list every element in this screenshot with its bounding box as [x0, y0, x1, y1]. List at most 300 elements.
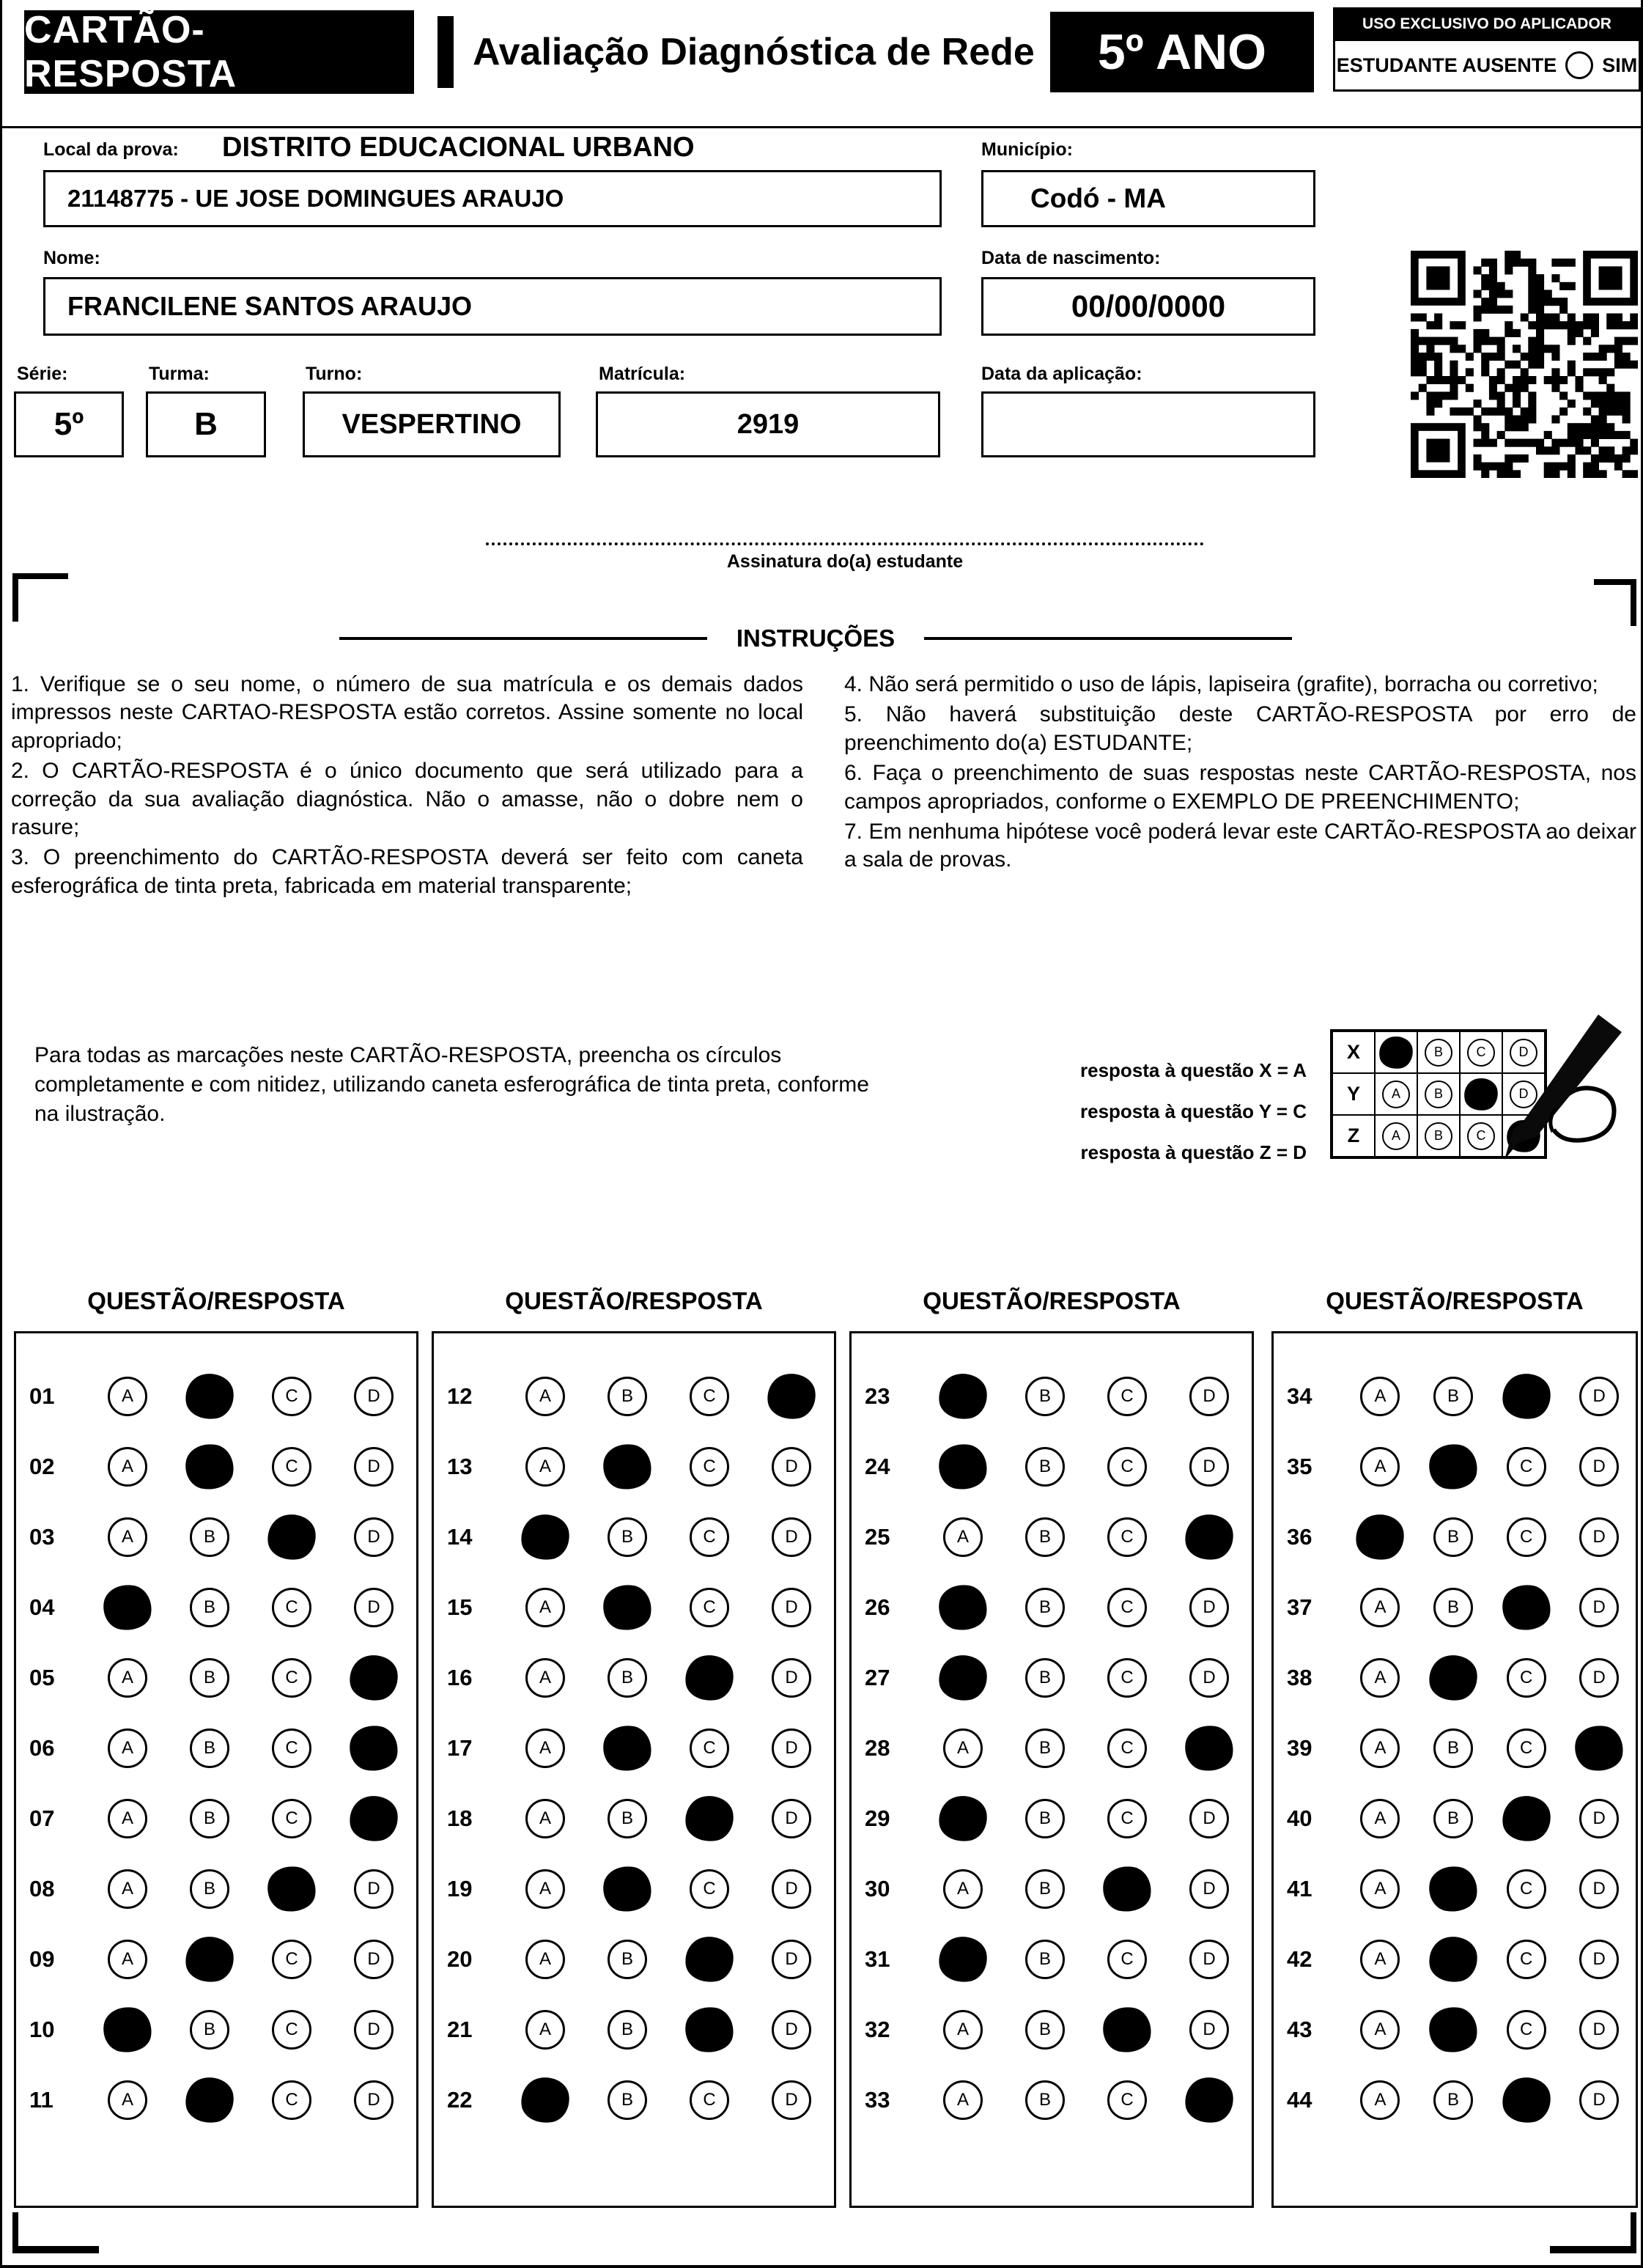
answer-bubble[interactable]: C — [1107, 1799, 1147, 1838]
answer-bubble[interactable]: A — [1360, 1940, 1400, 1979]
answer-bubble[interactable]: B — [1025, 1658, 1065, 1698]
answer-bubble[interactable]: A — [525, 1728, 565, 1768]
corner-bracket-top-left — [12, 573, 68, 622]
answer-bubble[interactable]: D — [1579, 1658, 1619, 1698]
answer-slot — [922, 2010, 1004, 2050]
answer-slot — [1417, 1937, 1490, 1982]
answer-bubble-marked[interactable] — [936, 1371, 990, 1423]
answer-slot — [922, 1796, 1004, 1841]
answer-bubble[interactable]: A — [108, 1799, 147, 1838]
fill-example-section — [2, 1025, 1641, 1208]
question-row — [434, 1432, 834, 1502]
answer-bubble-marked[interactable] — [1182, 2074, 1236, 2127]
corner-bracket-top-right — [1594, 579, 1636, 626]
answer-bubble[interactable]: A — [525, 1940, 565, 1979]
example-bubble: B — [1425, 1122, 1452, 1150]
answer-slot — [1417, 1799, 1490, 1838]
question-number: 13 — [447, 1454, 473, 1479]
question-row — [1274, 1924, 1636, 1995]
answer-slot — [251, 2010, 333, 2050]
answer-slot — [86, 1940, 169, 1979]
question-number: 18 — [447, 1805, 473, 1831]
answer-bubble[interactable]: A — [1360, 2010, 1400, 2050]
question-row — [16, 1783, 416, 1854]
answer-bubble[interactable]: B — [1025, 2010, 1065, 2050]
answer-bubble[interactable]: D — [354, 2080, 394, 2120]
answer-slot — [922, 1517, 1004, 1557]
answer-bubble[interactable]: D — [354, 2010, 394, 2050]
answer-bubble-marked[interactable] — [1572, 1722, 1627, 1775]
answer-slot — [86, 1799, 169, 1838]
signature-line[interactable] — [486, 542, 1204, 545]
answer-slot — [668, 1447, 750, 1487]
answer-bubble[interactable]: C — [1507, 1517, 1546, 1557]
answer-bubble-marked[interactable] — [518, 2074, 572, 2127]
answer-bubble[interactable]: C — [272, 1799, 311, 1838]
answer-bubble[interactable]: A — [108, 1658, 147, 1698]
answer-bubble-marked[interactable] — [1182, 1512, 1236, 1564]
answer-bubble-marked[interactable] — [182, 2074, 237, 2127]
serie-value: 5º — [53, 406, 84, 442]
answer-bubble[interactable]: A — [943, 2010, 983, 2050]
question-number: 25 — [865, 1524, 890, 1550]
answer-bubble[interactable]: A — [1360, 1447, 1400, 1487]
answer-bubble[interactable]: C — [272, 1728, 311, 1768]
question-number: 42 — [1287, 1946, 1312, 1972]
question-box — [14, 1331, 418, 2208]
answer-bubble-marked[interactable] — [1353, 1512, 1407, 1564]
answer-slot — [668, 1728, 750, 1768]
answer-slot — [1004, 1728, 1086, 1768]
example-row-label: Y — [1332, 1073, 1375, 1115]
answer-slot — [586, 1940, 668, 1979]
answer-bubble-marked[interactable] — [1426, 1652, 1480, 1704]
answer-bubble[interactable]: A — [1360, 1377, 1400, 1416]
answer-bubble[interactable]: B — [1025, 1517, 1065, 1557]
answer-bubble[interactable]: D — [1189, 2010, 1229, 2050]
answer-bubble[interactable]: B — [190, 1799, 229, 1838]
answer-slot — [750, 1374, 832, 1419]
answer-bubble[interactable]: D — [1189, 1588, 1229, 1627]
answer-bubble[interactable]: D — [354, 1447, 394, 1487]
question-number: 15 — [447, 1594, 473, 1620]
answer-slot — [333, 1588, 415, 1627]
answer-bubble[interactable]: C — [690, 1728, 729, 1768]
answer-bubble[interactable]: B — [190, 1588, 229, 1627]
answer-bubble[interactable]: D — [354, 1517, 394, 1557]
answer-bubble[interactable]: A — [1360, 1869, 1400, 1909]
answer-bubble-marked[interactable] — [100, 2003, 155, 2056]
answer-slot — [668, 1796, 750, 1841]
answer-bubble-marked[interactable] — [682, 1934, 736, 1986]
answer-bubble[interactable]: B — [608, 2010, 647, 2050]
answer-slot — [1086, 1940, 1168, 1979]
answer-bubble[interactable]: A — [525, 1447, 565, 1487]
answer-slot — [251, 1658, 333, 1698]
sheet-title-badge — [24, 10, 414, 94]
answer-bubble[interactable]: C — [1107, 1940, 1147, 1979]
answer-bubble[interactable]: A — [108, 1517, 147, 1557]
answer-bubble[interactable]: B — [608, 1940, 647, 1979]
example-bubble-marked — [1377, 1034, 1415, 1071]
answer-bubble-marked[interactable] — [682, 2003, 737, 2056]
answer-bubble-marked[interactable] — [936, 1934, 990, 1986]
answer-bubble[interactable]: C — [1107, 1517, 1147, 1557]
answer-slot — [1168, 1377, 1250, 1416]
answer-bubble[interactable]: D — [1189, 1658, 1229, 1698]
answer-slot — [1004, 2080, 1086, 2120]
answer-bubble-marked[interactable] — [600, 1722, 655, 1775]
example-bubble: C — [1467, 1039, 1495, 1067]
answer-bubble[interactable]: C — [1507, 1447, 1546, 1487]
answer-slot — [750, 1658, 832, 1698]
answer-slot — [1086, 1728, 1168, 1768]
answer-slot — [1086, 2007, 1168, 2052]
answer-bubble[interactable]: D — [1579, 1517, 1619, 1557]
answer-bubble[interactable]: B — [1025, 1377, 1065, 1416]
answer-bubble[interactable]: D — [772, 1658, 811, 1698]
answer-bubble[interactable]: C — [272, 1588, 311, 1627]
answer-bubble-marked[interactable] — [936, 1581, 991, 1634]
question-number: 34 — [1287, 1383, 1312, 1409]
answer-bubble[interactable]: C — [1107, 1658, 1147, 1698]
answer-bubble[interactable]: B — [1025, 1799, 1065, 1838]
answer-bubble-marked[interactable] — [1426, 1934, 1480, 1986]
answer-bubble-marked[interactable] — [1499, 2074, 1554, 2127]
answer-bubble[interactable]: C — [690, 1588, 729, 1627]
answer-bubble-marked[interactable] — [1499, 1371, 1554, 1423]
answer-bubble[interactable]: B — [1433, 1377, 1473, 1416]
answer-bubble[interactable]: A — [108, 1940, 147, 1979]
answer-bubble-marked[interactable] — [764, 1371, 819, 1423]
answer-bubble-marked[interactable] — [936, 1440, 991, 1493]
answer-bubble[interactable]: D — [772, 1588, 811, 1627]
answer-slot — [1086, 1799, 1168, 1838]
answer-slot — [922, 2080, 1004, 2120]
answer-bubble[interactable]: B — [190, 1869, 229, 1909]
question-row — [16, 1502, 416, 1572]
answer-bubble-marked[interactable] — [600, 1440, 655, 1493]
answer-bubble[interactable]: C — [1107, 1377, 1147, 1416]
answer-slot — [750, 1799, 832, 1838]
answer-bubble[interactable]: D — [1189, 1447, 1229, 1487]
answer-bubble[interactable]: A — [943, 2080, 983, 2120]
answer-bubble[interactable]: B — [1025, 1588, 1065, 1627]
answer-slot — [251, 1377, 333, 1416]
answer-bubble[interactable]: D — [354, 1377, 394, 1416]
answer-bubble[interactable]: C — [272, 1377, 311, 1416]
answer-bubble[interactable]: B — [190, 1658, 229, 1698]
answer-bubble-marked[interactable] — [347, 1722, 402, 1775]
answer-bubble[interactable]: A — [943, 1517, 983, 1557]
answer-bubble[interactable]: A — [1360, 1728, 1400, 1768]
answer-bubble[interactable]: D — [772, 1728, 811, 1768]
answer-bubble-marked[interactable] — [1426, 1863, 1481, 1915]
answer-bubble-marked[interactable] — [1182, 1722, 1237, 1775]
answer-bubble[interactable]: D — [772, 2080, 811, 2120]
instruction-item: 5. Não haverá substituição deste CARTÃO-RESPOSTA por erro de preenchimento do(a) ESTUDANTE; — [844, 702, 1636, 755]
answer-slot — [750, 2010, 832, 2050]
answer-slot — [333, 1517, 415, 1557]
answer-bubble[interactable]: D — [1579, 1377, 1619, 1416]
answer-bubble[interactable]: D — [772, 1517, 811, 1557]
answer-bubble[interactable]: C — [690, 1869, 729, 1909]
question-row — [16, 1995, 416, 2065]
answer-bubble[interactable]: C — [1507, 1869, 1546, 1909]
question-number: 40 — [1287, 1805, 1312, 1831]
answer-bubble[interactable]: A — [1360, 1588, 1400, 1627]
answer-bubble[interactable]: A — [108, 1869, 147, 1909]
question-column-header: QUESTÃO/RESPOSTA — [1326, 1287, 1584, 1314]
answer-bubble[interactable]: B — [1025, 2080, 1065, 2120]
answer-bubble[interactable]: A — [108, 1377, 147, 1416]
answer-bubble[interactable]: A — [108, 1728, 147, 1768]
answer-slot — [1168, 2010, 1250, 2050]
question-row — [434, 1713, 834, 1783]
answer-bubble-marked[interactable] — [182, 1371, 237, 1423]
turno-value: VESPERTINO — [341, 408, 522, 440]
answer-slot — [333, 2080, 415, 2120]
answer-bubble[interactable]: D — [1579, 1869, 1619, 1909]
answer-bubble[interactable]: C — [272, 1940, 311, 1979]
question-number: 08 — [29, 1876, 55, 1901]
answer-bubble[interactable]: D — [1579, 1799, 1619, 1838]
answer-bubble[interactable]: D — [1579, 1447, 1619, 1487]
answer-bubble[interactable]: D — [354, 1588, 394, 1627]
answer-slot — [1004, 1799, 1086, 1838]
answer-bubble[interactable]: B — [1433, 1799, 1473, 1838]
answer-slot — [1417, 1588, 1490, 1627]
answer-bubble[interactable]: D — [1579, 1940, 1619, 1979]
answer-bubble-marked[interactable] — [682, 1652, 736, 1704]
question-number: 09 — [29, 1946, 55, 1972]
answer-slot — [922, 1374, 1004, 1419]
answer-bubble[interactable]: D — [1189, 1799, 1229, 1838]
answer-bubble[interactable]: C — [690, 1447, 729, 1487]
answer-bubble[interactable]: C — [272, 2080, 311, 2120]
question-row — [1274, 1713, 1636, 1783]
grade-label: 5º ANO — [1097, 24, 1267, 80]
answer-bubble-marked[interactable] — [1499, 1581, 1554, 1634]
answer-bubble[interactable]: D — [1189, 1377, 1229, 1416]
answer-bubble-marked[interactable] — [182, 1934, 237, 1986]
answer-bubble[interactable]: B — [608, 1658, 647, 1698]
answer-bubble[interactable]: C — [272, 2010, 311, 2050]
absent-label: ESTUDANTE AUSENTE — [1336, 54, 1557, 76]
example-option-cell — [1375, 1073, 1417, 1115]
answer-slot — [333, 1377, 415, 1416]
answer-slot — [668, 1588, 750, 1627]
answer-bubble[interactable]: D — [772, 1940, 811, 1979]
answer-bubble[interactable]: B — [1025, 1728, 1065, 1768]
answer-bubble[interactable]: A — [1360, 2080, 1400, 2120]
answer-bubble[interactable]: C — [1507, 2010, 1546, 2050]
answer-bubble[interactable]: A — [1360, 1799, 1400, 1838]
question-number: 31 — [865, 1946, 890, 1972]
question-number: 10 — [29, 2017, 55, 2042]
answer-slot — [169, 2077, 251, 2123]
answer-bubble[interactable]: D — [772, 1447, 811, 1487]
question-number: 30 — [865, 1876, 890, 1901]
answer-slot — [1417, 1655, 1490, 1701]
answer-bubble[interactable]: C — [690, 1517, 729, 1557]
answer-bubble-marked[interactable] — [1100, 1863, 1155, 1915]
answer-slot — [750, 1869, 832, 1909]
absent-option-circle[interactable] — [1565, 51, 1593, 79]
question-row — [852, 1783, 1252, 1854]
legend-line: resposta à questão Y = C — [1079, 1100, 1307, 1122]
answer-bubble[interactable]: B — [190, 1517, 229, 1557]
answer-bubble[interactable]: B — [1025, 1447, 1065, 1487]
answer-bubble[interactable]: D — [1579, 2010, 1619, 2050]
answer-slot — [333, 1726, 415, 1771]
answer-bubble[interactable]: A — [108, 1447, 147, 1487]
answer-bubble-marked[interactable] — [682, 1793, 736, 1845]
answer-slot — [333, 1447, 415, 1487]
matricula-label: Matrícula: — [599, 364, 686, 384]
answer-bubble[interactable]: D — [354, 1940, 394, 1979]
answer-bubble[interactable]: C — [690, 2080, 729, 2120]
answer-slot — [1490, 1447, 1563, 1487]
answer-slot — [86, 1377, 169, 1416]
question-row — [434, 1995, 834, 2065]
question-row — [16, 1572, 416, 1643]
answer-bubble-marked[interactable] — [265, 1863, 320, 1915]
answer-slot — [1004, 1588, 1086, 1627]
answer-slot — [586, 1726, 668, 1771]
answer-bubble[interactable]: D — [1579, 1588, 1619, 1627]
answer-bubble-marked[interactable] — [347, 1793, 401, 1845]
answer-bubble-marked[interactable] — [600, 1581, 655, 1634]
answer-slot — [1086, 1588, 1168, 1627]
answer-bubble-marked[interactable] — [518, 1512, 572, 1564]
turma-label: Turma: — [149, 364, 210, 384]
answer-bubble[interactable]: A — [525, 1799, 565, 1838]
answer-bubble[interactable]: A — [1360, 1658, 1400, 1698]
answer-slot — [169, 1799, 251, 1838]
question-number: 38 — [1287, 1665, 1312, 1690]
answer-bubble[interactable]: A — [525, 1588, 565, 1627]
answer-bubble-marked[interactable] — [265, 1512, 319, 1564]
serie-field — [14, 391, 124, 457]
answer-bubble[interactable]: C — [1507, 1940, 1546, 1979]
answer-bubble[interactable]: C — [1507, 1728, 1546, 1768]
answer-bubble[interactable]: B — [1025, 1940, 1065, 1979]
answer-bubble[interactable]: A — [943, 1869, 983, 1909]
answer-slot — [668, 1655, 750, 1701]
answer-slot — [1344, 1728, 1417, 1768]
answer-bubble[interactable]: B — [608, 2080, 647, 2120]
answer-bubble[interactable]: A — [525, 1869, 565, 1909]
answer-bubble-marked[interactable] — [936, 1793, 990, 1845]
instructions-rule-right — [924, 637, 1292, 640]
answer-bubble-marked[interactable] — [100, 1581, 155, 1634]
answer-bubble[interactable]: C — [272, 1447, 311, 1487]
answer-bubble[interactable]: D — [772, 2010, 811, 2050]
answer-slot — [1168, 1869, 1250, 1909]
answer-bubble-marked[interactable] — [600, 1863, 655, 1915]
answer-bubble[interactable]: C — [1107, 2080, 1147, 2120]
answer-slot — [86, 1728, 169, 1768]
answer-slot — [1086, 1377, 1168, 1416]
answer-bubble-marked[interactable] — [1100, 2003, 1155, 2056]
answer-slot — [86, 2080, 169, 2120]
question-number: 19 — [447, 1876, 473, 1901]
answer-slot — [586, 2080, 668, 2120]
answer-bubble[interactable]: C — [1507, 1658, 1546, 1698]
header-divider — [2, 126, 1641, 128]
answer-slot — [333, 1869, 415, 1909]
answer-slot — [169, 1728, 251, 1768]
answer-bubble-marked[interactable] — [1426, 2003, 1481, 2056]
answer-bubble[interactable]: A — [943, 1728, 983, 1768]
answer-bubble[interactable]: D — [772, 1799, 811, 1838]
answer-bubble[interactable]: B — [608, 1517, 647, 1557]
answer-bubble[interactable]: C — [272, 1658, 311, 1698]
answer-bubble[interactable]: D — [1189, 1869, 1229, 1909]
answer-bubble[interactable]: B — [608, 1377, 647, 1416]
answer-slot — [586, 1444, 668, 1490]
corner-bracket-bottom-left — [12, 2212, 99, 2253]
answer-bubble[interactable]: B — [190, 1728, 229, 1768]
answer-bubble[interactable]: B — [1433, 1728, 1473, 1768]
answer-slot — [251, 2080, 333, 2120]
answer-bubble[interactable]: D — [354, 1869, 394, 1909]
answer-bubble[interactable]: B — [1433, 1588, 1473, 1627]
answer-slot — [1562, 1869, 1636, 1909]
answer-slot — [1490, 2010, 1563, 2050]
answer-bubble[interactable]: A — [525, 1377, 565, 1416]
answer-bubble[interactable]: B — [1433, 2080, 1473, 2120]
answer-bubble-marked[interactable] — [936, 1652, 990, 1704]
answer-bubble-marked[interactable] — [182, 1440, 237, 1493]
example-option-cell — [1417, 1031, 1460, 1073]
answer-slot — [1562, 1940, 1636, 1979]
answer-bubble[interactable]: D — [1189, 1940, 1229, 1979]
answer-slot — [1562, 1726, 1636, 1771]
nascimento-value: 00/00/0000 — [1071, 289, 1226, 323]
answer-bubble[interactable]: C — [690, 1377, 729, 1416]
answer-bubble-marked[interactable] — [347, 1652, 401, 1704]
answer-bubble[interactable]: B — [1025, 1869, 1065, 1909]
answer-bubble[interactable]: C — [1107, 1447, 1147, 1487]
question-row — [852, 1995, 1252, 2065]
aplicacao-field[interactable] — [981, 391, 1315, 457]
answer-bubble[interactable]: D — [1579, 2080, 1619, 2120]
answer-bubble[interactable]: B — [608, 1799, 647, 1838]
question-column — [849, 1287, 1254, 2208]
answer-bubble-marked[interactable] — [1499, 1793, 1554, 1845]
answer-bubble[interactable]: A — [525, 2010, 565, 2050]
answer-bubble-marked[interactable] — [1426, 1440, 1481, 1493]
answer-bubble[interactable]: B — [190, 2010, 229, 2050]
answer-slot — [750, 1588, 832, 1627]
question-number: 32 — [865, 2017, 890, 2042]
answer-bubble[interactable]: A — [108, 2080, 147, 2120]
answer-bubble[interactable]: C — [1107, 1588, 1147, 1627]
answer-bubble[interactable]: C — [1107, 1728, 1147, 1768]
answer-slot — [333, 1940, 415, 1979]
answer-slot — [1562, 1799, 1636, 1838]
answer-slot — [1004, 2010, 1086, 2050]
answer-slot — [169, 1517, 251, 1557]
answer-bubble[interactable]: B — [1433, 1517, 1473, 1557]
answer-slot — [1417, 2080, 1490, 2120]
answer-bubble[interactable]: A — [525, 1658, 565, 1698]
question-number: 35 — [1287, 1454, 1312, 1479]
answer-bubble[interactable]: D — [772, 1869, 811, 1909]
answer-slot — [1562, 1658, 1636, 1698]
